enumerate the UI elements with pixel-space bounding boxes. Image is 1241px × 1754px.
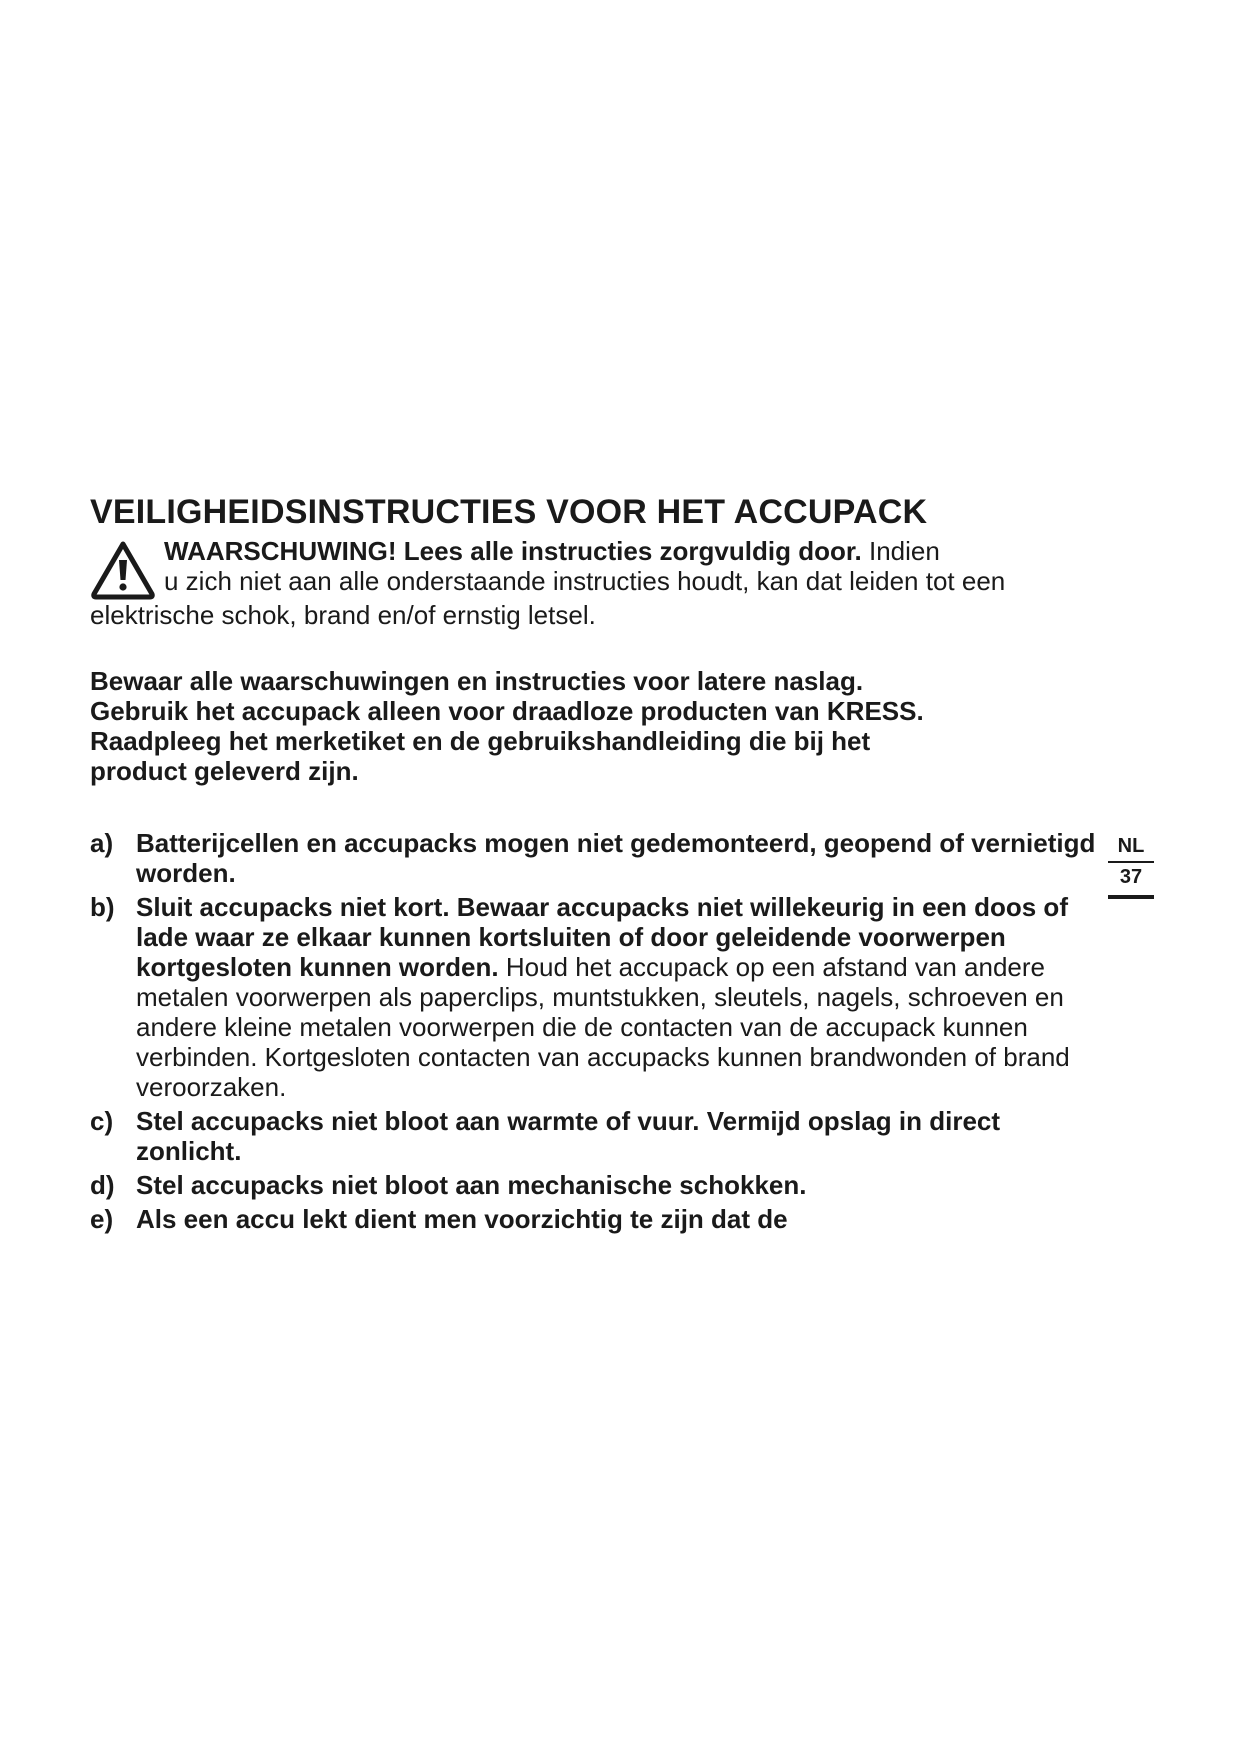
intro-line: Bewaar alle waarschuwingen en instructies voor latere naslag. [90, 666, 864, 696]
section-heading: VEILIGHEIDSINSTRUCTIES VOOR HET ACCUPACK [90, 493, 928, 531]
item-label: a) [90, 828, 114, 858]
item-lead: Stel accupacks niet bloot aan mechanische schokken. [136, 1170, 807, 1200]
item-label: b) [90, 892, 115, 922]
intro-line: Gebruik het accupack alleen voor draadloze producten van KRESS. [90, 696, 924, 726]
intro-line: product geleverd zijn. [90, 756, 359, 786]
warning-line-3: elektrische schok, brand en/of ernstig letsel. [90, 600, 596, 630]
list-item [90, 1106, 1110, 1166]
warning-triangle-icon [90, 540, 156, 600]
instruction-list [90, 828, 1110, 1234]
list-item [90, 1170, 1110, 1200]
page-tab [1108, 834, 1154, 899]
item-text [136, 1170, 1110, 1200]
item-lead: Stel accupacks niet bloot aan warmte of vuur. Vermijd opslag in direct zonlicht. [136, 1106, 1001, 1166]
warning-block [90, 536, 1110, 630]
warning-line-1 [90, 536, 1110, 566]
page-number: 37 [1108, 863, 1154, 899]
warning-line-2: u zich niet aan alle onderstaande instructies houdt, kan dat leiden tot een [164, 566, 1006, 596]
item-label: e) [90, 1204, 114, 1234]
item-text [136, 828, 1110, 888]
warning-lead: WAARSCHUWING! Lees alle instructies zorgvuldig door. [164, 536, 862, 566]
item-text [136, 1106, 1110, 1166]
item-lead: Als een accu lekt dient men voorzichtig te zijn dat de [136, 1204, 788, 1234]
warning-line1-rest: Indien [861, 536, 940, 566]
item-lead: Batterijcellen en accupacks mogen niet gedemonteerd, geopend of vernietigd worden. [136, 828, 1096, 888]
list-item [90, 828, 1110, 888]
item-label: c) [90, 1106, 114, 1136]
list-item [90, 892, 1110, 1102]
intro-line: Raadpleeg het merketiket en de gebruikshandleiding die bij het [90, 726, 871, 756]
intro-paragraph [90, 666, 1110, 786]
item-text [136, 1204, 1110, 1234]
item-label: d) [90, 1170, 115, 1200]
language-code: NL [1108, 834, 1154, 863]
safety-section [90, 492, 1110, 1238]
item-text [136, 892, 1110, 1102]
item-body: Houd het accupack op een afstand van andere metalen voorwerpen als paperclips, muntstukken, sleutels, nagels, schroeven en andere kleine metalen voorwerpen die de contacten van de accupack kunnen verbinden. Kortgesloten contacten van accupacks kunnen brandwonden of brand veroorzaken. [136, 952, 1070, 1102]
list-item [90, 1204, 1110, 1234]
item-lead: Sluit accupacks niet kort. Bewaar accupacks niet willekeurig in een doos of lade waar ze elkaar kunnen kortsluiten of door geleidende voorwerpen kortgesloten kunnen worden. [136, 892, 1068, 982]
